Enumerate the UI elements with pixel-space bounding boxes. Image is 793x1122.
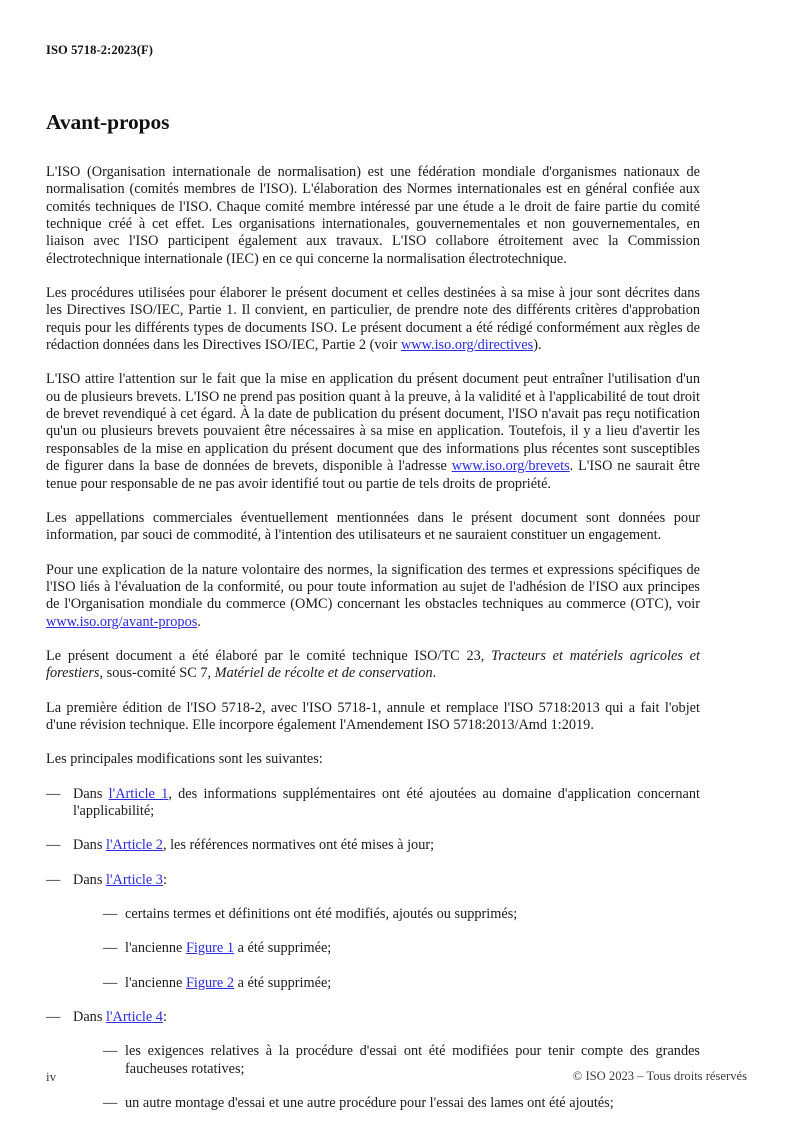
paragraph-changes-intro: Les principales modifications sont les suivantes: <box>46 751 323 768</box>
link-article-4[interactable]: l'Article 4 <box>105 1009 163 1026</box>
list-item-text-before: Dans <box>73 837 106 854</box>
list-item <box>103 889 700 923</box>
sublist-item-text-after: a été supprimée; <box>234 940 332 957</box>
paragraph-patents-text-before: L'ISO attire l'attention sur le fait que la mise en application du présent document peut entraîner l'utilisation d'un ou de plusieurs brevets. L'ISO ne prend pas position quant à la preuve, à la validité et à l'applicabilité de tout droit de brevet revendiqué à cet égard. À la date de publication du présent document, l'ISO n'avait pas reçu notification qu'un ou plusieurs brevets pouvaient être nécessaires à sa mise en application. Toutefois, il y a lieu d'avertir les responsables de la mise en application du présent document que des informations plus récentes sont susceptibles de figurer dans la base de données de brevets, disponible à l'adresse <box>46 371 700 475</box>
em-dash-bullet-icon: — <box>46 871 61 888</box>
paragraph-procedures-text-before: Les procédures utilisées pour élaborer le présent document et celles destinées à sa mise à jour sont décrites dans les Directives ISO/IEC, Partie 1. Il convient, en particulier, de prendre note des différents critères d'approbation requis pour les différents types de documents ISO. Le présent document a été rédigé conformément aux règles de rédaction données dans les Directives ISO/IEC, Partie 2 (voir <box>46 285 700 354</box>
paragraph-trade-names: Les appellations commerciales éventuellement mentionnées dans le présent document sont données pour information, par souci de commodité, à l'intention des utilisateurs et ne sauraient constituer un engagement. <box>46 509 700 544</box>
paragraph-procedures <box>46 268 700 354</box>
paragraph-edition-history: La première édition de l'ISO 5718-2, avec l'ISO 5718-1, annule et remplace l'ISO 5718:2013 qui a fait l'objet d'une révision technique. Elle incorpore également l'Amendement ISO 5718:2013/Amd 1:2019. <box>46 699 700 733</box>
link-article-3[interactable]: l'Article 3 <box>105 871 163 888</box>
list-item-text-after: , des informations supplémentaires ont été ajoutées au domaine d'application concernant l'applicabilité; <box>73 785 700 819</box>
em-dash-bullet-icon: — <box>103 1095 118 1112</box>
link-iso-directives[interactable]: www.iso.org/directives <box>400 337 534 354</box>
page-number: iv <box>46 1069 57 1084</box>
link-figure-2[interactable]: Figure 2 <box>185 974 234 991</box>
paragraph-voluntary-nature <box>46 545 700 631</box>
paragraph-voluntary-text-after: . <box>197 613 201 630</box>
changes-sublist-article-3 <box>73 889 700 992</box>
sublist-item-text-before: certains termes et définitions ont été modifiés, ajoutés ou supprimés; <box>125 906 518 922</box>
em-dash-bullet-icon: — <box>46 1009 61 1026</box>
list-item <box>46 769 700 821</box>
committee-text-2: , sous-comité SC 7, <box>99 665 215 682</box>
list-item-text-before: Dans <box>73 785 109 802</box>
em-dash-bullet-icon: — <box>103 940 118 957</box>
sublist-item-text-after: a été supprimée; <box>234 974 332 991</box>
paragraph-committee <box>46 631 700 683</box>
link-figure-1[interactable]: Figure 1 <box>185 940 234 957</box>
em-dash-bullet-icon: — <box>103 974 118 991</box>
link-article-2[interactable]: l'Article 2 <box>105 837 163 854</box>
running-head: ISO 5718-2:2023(F) <box>46 43 154 57</box>
committee-title-tc23: Tracteurs et matériels agricoles et forestiers <box>46 647 700 682</box>
paragraph-procedures-text-after: ). <box>533 337 542 354</box>
link-iso-patents[interactable]: www.iso.org/brevets <box>451 458 570 475</box>
list-item <box>46 992 700 1112</box>
link-article-1[interactable]: l'Article 1 <box>108 785 169 802</box>
committee-text-1: Le présent document a été élaboré par le comité technique ISO/TC 23, <box>46 647 492 664</box>
page-content <box>46 0 700 1112</box>
sublist-item-text-before: un autre montage d'essai et une autre procédure pour l'essai des lames ont été ajoutés; <box>125 1095 614 1112</box>
list-item-text-before: Dans <box>73 871 106 888</box>
changes-list <box>46 769 700 1113</box>
committee-title-sc7: Matériel de récolte et de conservation <box>214 665 433 682</box>
paragraph-voluntary-text-before: Pour une explication de la nature volontaire des normes, la signification des termes et expressions spécifiques de l'ISO liés à l'évaluation de la conformité, ou pour toute information au sujet de l'adhésion de l'ISO aux principes de l'Organisation mondiale du commerce (OMC) concernant les obstacles techniques au commerce (OTC), voir <box>46 561 700 613</box>
link-iso-foreword[interactable]: www.iso.org/avant-propos <box>46 613 198 630</box>
em-dash-bullet-icon: — <box>103 1043 118 1060</box>
paragraph-patents-text-after: . L'ISO ne saurait être tenue pour responsable de ne pas avoir identifié tout ou partie de tels droits de propriété. <box>46 458 700 492</box>
em-dash-bullet-icon: — <box>46 837 61 854</box>
committee-text-3: . <box>432 665 437 682</box>
list-item-text-after: : <box>162 871 167 888</box>
paragraph-iso-description: L'ISO (Organisation internationale de normalisation) est une fédération mondiale d'organismes nationaux de normalisation (comités membres de l'ISO). L'élaboration des Normes internationales est en général confiée aux comités techniques de l'ISO. Chaque comité membre intéressé par une étude a le droit de faire partie du comité technique créé à cet effet. Les organisations internationales, gouvernementales et non gouvernementales, en liaison avec l'ISO participent également aux travaux. L'ISO collabore étroitement avec la Commission électrotechnique internationale (IEC) en ce qui concerne la normalisation électrotechnique. <box>46 164 700 267</box>
page-title: Avant-propos <box>46 110 170 134</box>
sublist-item-text-before: l'ancienne <box>125 940 186 957</box>
list-item <box>103 923 700 957</box>
copyright-notice: © ISO 2023 – Tous droits réservés <box>572 1069 747 1083</box>
sublist-item-text-before: les exigences relatives à la procédure d'essai ont été modifiées pour tenir compte des grandes faucheuses rotatives; <box>125 1043 700 1077</box>
em-dash-bullet-icon: — <box>46 785 61 802</box>
list-item <box>46 855 700 992</box>
paragraph-patents <box>46 354 700 492</box>
page-footer <box>46 1069 747 1089</box>
list-item <box>103 958 700 992</box>
list-item-text-before: Dans <box>73 1009 106 1026</box>
list-item <box>46 820 700 854</box>
list-item-text-after: : <box>162 1009 167 1026</box>
em-dash-bullet-icon: — <box>103 906 118 922</box>
list-item-text-after: , les références normatives ont été mises à jour; <box>162 837 435 854</box>
sublist-item-text-before: l'ancienne <box>125 974 186 991</box>
